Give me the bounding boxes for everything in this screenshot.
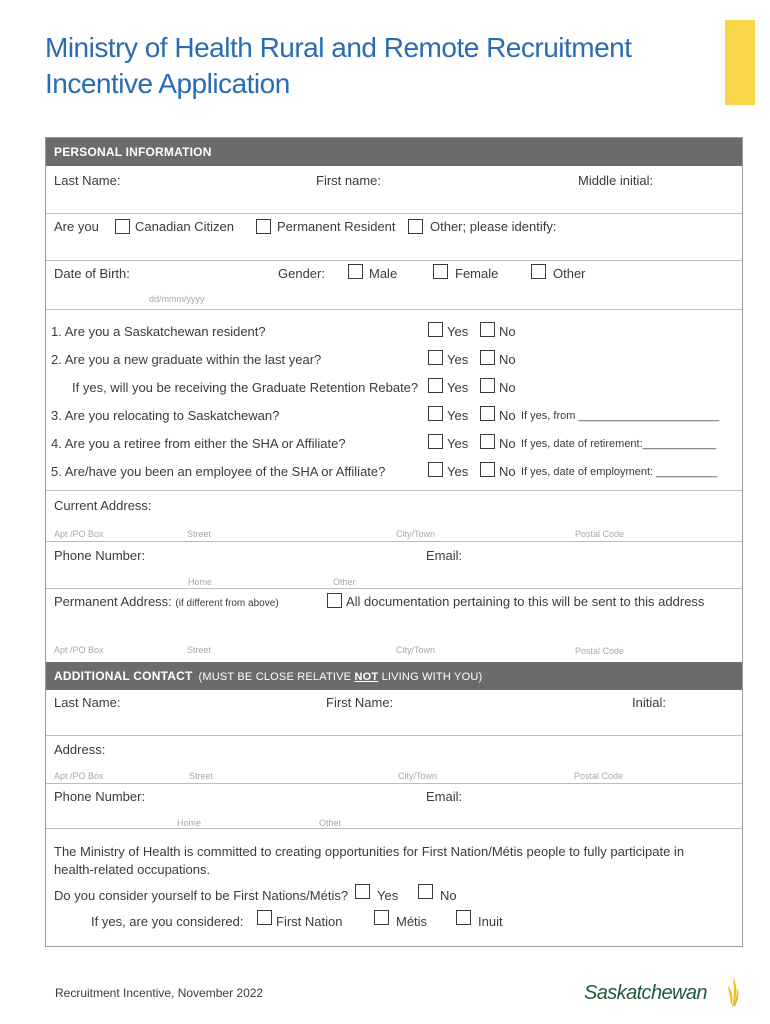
yellow-tab-decoration	[725, 20, 755, 105]
question-3-no-checkbox[interactable]	[480, 406, 495, 421]
indigenous-question: Do you consider yourself to be First Nations/Métis?	[54, 888, 349, 903]
divider	[46, 490, 742, 491]
question-2-yes-label: Yes	[447, 352, 469, 367]
contact-city-hint: City/Town	[398, 771, 438, 781]
current-apt-hint: Apt /PO Box	[54, 529, 104, 539]
question-3-no-label: No	[499, 408, 516, 423]
question-4-followup: If yes, date of retirement:____________	[521, 438, 717, 450]
page-title: Ministry of Health Rural and Remote Recruitment Incentive Application	[45, 32, 632, 99]
middle-initial-label: Middle initial:	[578, 173, 654, 188]
gender-female-checkbox[interactable]	[433, 264, 448, 279]
question-2-no-label: No	[499, 352, 516, 367]
question-5-text: 5. Are/have you been an employee of the SHA or Affiliate?	[51, 464, 386, 479]
divider	[46, 588, 742, 589]
question-1-text: 1. Are you a Saskatchewan resident?	[51, 324, 266, 339]
phone-home-hint: Home	[188, 577, 213, 587]
personal-info-header: PERSONAL INFORMATION	[46, 138, 742, 166]
gender-male-label: Male	[369, 266, 398, 281]
metis-checkbox[interactable]	[374, 910, 389, 925]
application-form	[45, 137, 743, 947]
additional-contact-title: ADDITIONAL CONTACT	[54, 669, 193, 683]
question-4-no-checkbox[interactable]	[480, 434, 495, 449]
divider	[46, 213, 742, 214]
phone-other-hint: Other	[333, 577, 356, 587]
gender-female-label: Female	[455, 266, 499, 281]
indigenous-no-label: No	[440, 888, 457, 903]
metis-label: Métis	[396, 914, 428, 929]
question-1-yes-checkbox[interactable]	[428, 322, 443, 337]
question-3-yes-label: Yes	[447, 408, 469, 423]
indigenous-statement-line-1: The Ministry of Health is committed to creating opportunities for First Nation/Métis people to fully participate in	[54, 844, 685, 859]
question-3-yes-checkbox[interactable]	[428, 406, 443, 421]
question-5-yes-checkbox[interactable]	[428, 462, 443, 477]
contact-street-hint: Street	[189, 771, 214, 781]
question-5-yes-label: Yes	[447, 464, 469, 479]
question-1-no-label: No	[499, 324, 516, 339]
contact-first-name-label: First Name:	[326, 695, 394, 710]
wheat-icon	[724, 976, 742, 1008]
first-nation-label: First Nation	[276, 914, 343, 929]
contact-phone-other-hint: Other	[319, 818, 342, 828]
permanent-resident-checkbox[interactable]	[256, 219, 271, 234]
subtitle-pre: (MUST BE CLOSE RELATIVE	[198, 671, 355, 683]
dob-hint: dd/mmm/yyyy	[149, 294, 205, 304]
question-3-text: 3. Are you relocating to Saskatchewan?	[51, 408, 280, 423]
permanent-apt-hint: Apt /PO Box	[54, 645, 104, 655]
divider	[46, 541, 742, 542]
question-5-no-label: No	[499, 464, 516, 479]
question-4-no-label: No	[499, 436, 516, 451]
permanent-street-hint: Street	[187, 645, 212, 655]
permanent-address-label	[54, 594, 279, 609]
documentation-address-checkbox[interactable]	[327, 593, 342, 608]
contact-postal-hint: Postal Code	[574, 771, 624, 781]
indigenous-yes-checkbox[interactable]	[355, 884, 370, 899]
divider	[46, 735, 742, 736]
documentation-address-label: All documentation pertaining to this will be sent to this address	[346, 594, 705, 609]
question-4-yes-label: Yes	[447, 436, 469, 451]
question-2-text: 2. Are you a new graduate within the last year?	[51, 352, 322, 367]
subtitle-post: LIVING WITH YOU)	[378, 671, 483, 683]
question-4-text: 4. Are you a retiree from either the SHA or Affiliate?	[51, 436, 346, 451]
question-2b-text: If yes, will you be receiving the Graduate Retention Rebate?	[72, 380, 419, 395]
indigenous-no-checkbox[interactable]	[418, 884, 433, 899]
last-name-label: Last Name:	[54, 173, 121, 188]
question-2b-no-label: No	[499, 380, 516, 395]
canadian-citizen-label: Canadian Citizen	[135, 219, 235, 234]
inuit-label: Inuit	[478, 914, 503, 929]
divider	[46, 828, 742, 829]
dob-label: Date of Birth:	[54, 266, 130, 281]
are-you-label: Are you	[54, 219, 99, 234]
inuit-checkbox[interactable]	[456, 910, 471, 925]
question-2b-yes-label: Yes	[447, 380, 469, 395]
permanent-resident-label: Permanent Resident	[277, 219, 396, 234]
gender-other-checkbox[interactable]	[531, 264, 546, 279]
divider	[46, 260, 742, 261]
current-postal-hint: Postal Code	[575, 529, 625, 539]
question-2-yes-checkbox[interactable]	[428, 350, 443, 365]
indigenous-yes-label: Yes	[377, 888, 399, 903]
question-5-followup: If yes, date of employment: __________	[521, 466, 718, 478]
first-nation-checkbox[interactable]	[257, 910, 272, 925]
other-status-label: Other; please identify:	[430, 219, 557, 234]
contact-phone-label: Phone Number:	[54, 789, 146, 804]
gender-male-checkbox[interactable]	[348, 264, 363, 279]
contact-last-name-label: Last Name:	[54, 695, 121, 710]
gender-label: Gender:	[278, 266, 325, 281]
additional-contact-header	[46, 662, 742, 690]
canadian-citizen-checkbox[interactable]	[115, 219, 130, 234]
question-5-no-checkbox[interactable]	[480, 462, 495, 477]
question-3-followup: If yes, from _______________________	[521, 410, 720, 422]
current-city-hint: City/Town	[396, 529, 436, 539]
additional-contact-subtitle	[198, 671, 482, 683]
permanent-city-hint: City/Town	[396, 645, 436, 655]
question-2-no-checkbox[interactable]	[480, 350, 495, 365]
contact-initial-label: Initial:	[632, 695, 666, 710]
saskatchewan-logo	[584, 976, 744, 1010]
phone-number-label: Phone Number:	[54, 548, 146, 563]
gender-other-label: Other	[553, 266, 586, 281]
contact-apt-hint: Apt /PO Box	[54, 771, 104, 781]
permanent-address-note: (if different from above)	[175, 598, 279, 609]
question-2b-yes-checkbox[interactable]	[428, 378, 443, 393]
question-1-no-checkbox[interactable]	[480, 322, 495, 337]
current-address-label: Current Address:	[54, 498, 152, 513]
permanent-address-text: Permanent Address:	[54, 594, 172, 609]
question-4-yes-checkbox[interactable]	[428, 434, 443, 449]
contact-email-label: Email:	[426, 789, 463, 804]
first-name-label: First name:	[316, 173, 382, 188]
question-1-yes-label: Yes	[447, 324, 469, 339]
footer-text: Recruitment Incentive, November 2022	[55, 986, 264, 1000]
subtitle-not: NOT	[354, 671, 379, 683]
divider	[46, 309, 742, 310]
permanent-postal-hint: Postal Code	[575, 646, 625, 656]
question-2b-no-checkbox[interactable]	[480, 378, 495, 393]
indigenous-statement-line-2: health-related occupations.	[54, 862, 211, 877]
divider	[46, 783, 742, 784]
contact-phone-home-hint: Home	[177, 818, 202, 828]
current-street-hint: Street	[187, 529, 212, 539]
logo-wordmark: Saskatchewan	[584, 982, 707, 1004]
considered-label: If yes, are you considered:	[91, 914, 244, 929]
other-status-checkbox[interactable]	[408, 219, 423, 234]
email-label: Email:	[426, 548, 463, 563]
contact-address-label: Address:	[54, 742, 106, 757]
